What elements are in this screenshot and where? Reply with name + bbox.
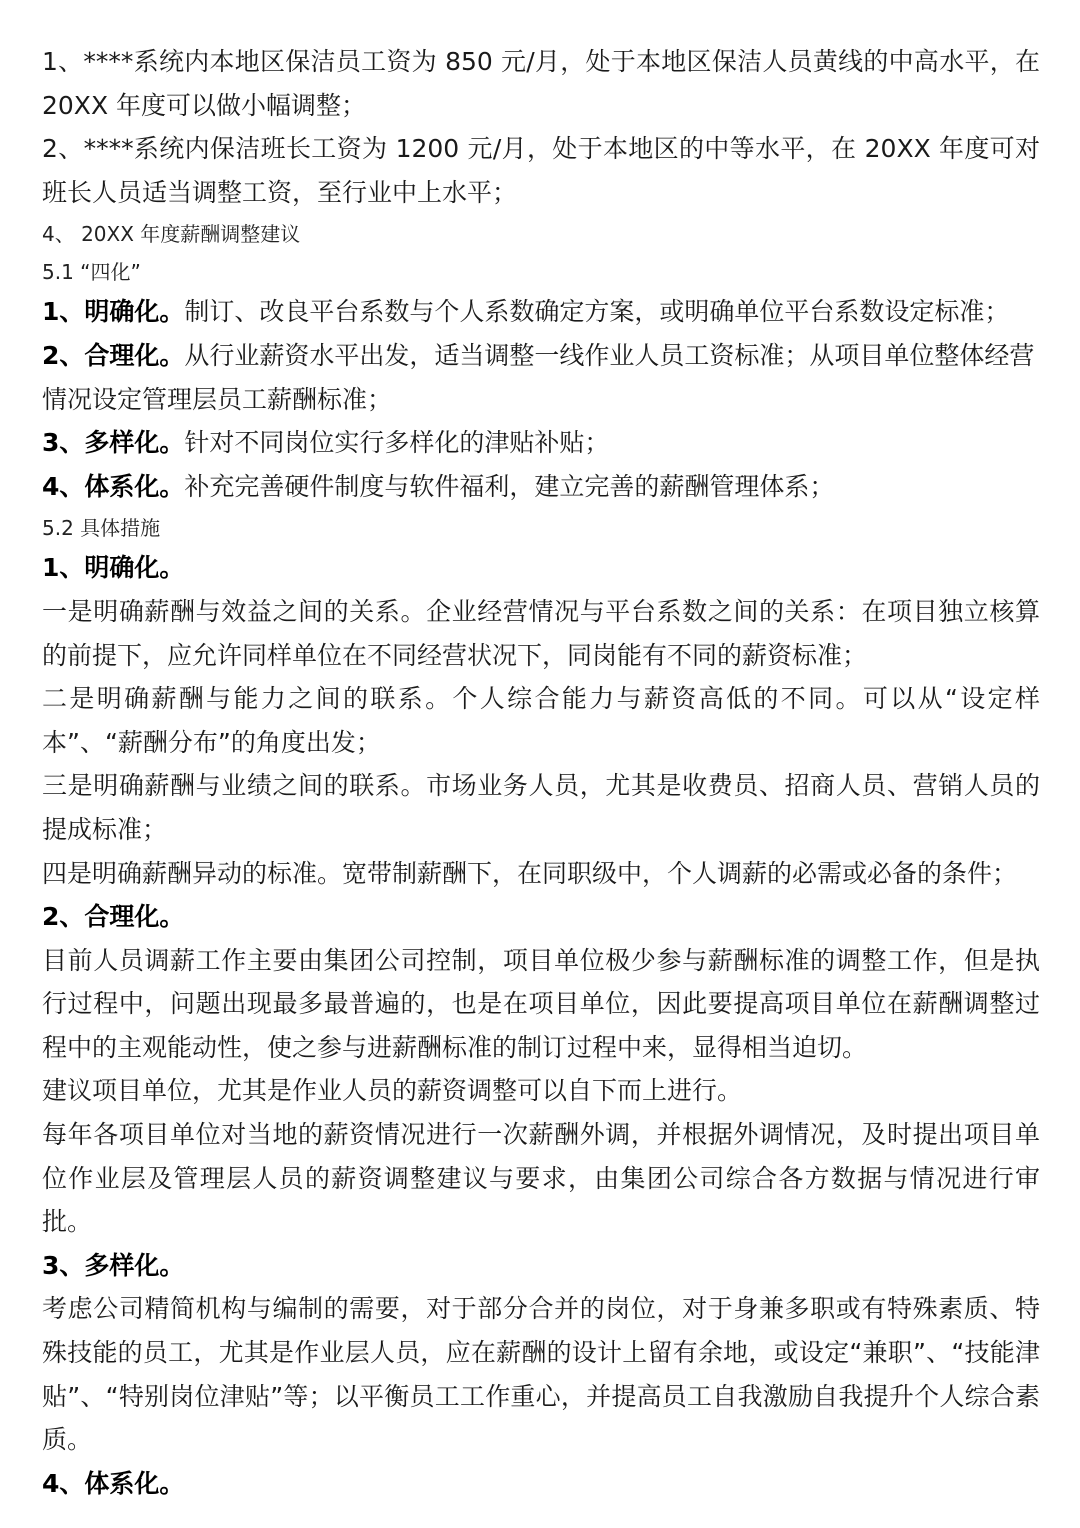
four-item-2-bold: 2、合理化。 (42, 340, 185, 370)
measure-heading-4: 4、体系化。 (42, 1468, 185, 1498)
measure-1-paragraph-1: 一是明确薪酬与效益之间的关系。企业经营情况与平台系数之间的关系：在项目独立核算的前提下，应允许同样单位在不同经营状况下，同岗能有不同的薪资标准； (42, 596, 1040, 670)
four-item-3-bold: 3、多样化。 (42, 428, 185, 458)
section-5-1-title: 5.1 “四化” (42, 260, 141, 285)
four-item-4-bold: 4、体系化。 (42, 471, 185, 501)
four-item-1 (42, 290, 1040, 334)
measure-2-paragraph-1: 目前人员调薪工作主要由集团公司控制，项目单位极少参与薪酬标准的调整工作，但是执行过程中，问题出现最多最普遍的，也是在项目单位，因此要提高项目单位在薪酬调整过程中的主观能动性，使之参与进薪酬标准的制订过程中来，显得相当迫切。 (42, 945, 1040, 1062)
measure-3-paragraph-1: 考虑公司精简机构与编制的需要，对于部分合并的岗位，对于身兼多职或有特殊素质、特殊技能的员工，尤其是作业层人员，应在薪酬的设计上留有余地，或设定“兼职”、“技能津贴”、“特别岗位津贴”等；以平衡员工工作重心，并提高员工自我激励自我提升个人综合素质。 (42, 1294, 1040, 1455)
four-item-3 (42, 421, 1040, 465)
section-4-title: 4、 20XX 年度薪酬调整建议 (42, 222, 301, 247)
four-item-1-text: 制订、改良平台系数与个人系数确定方案，或明确单位平台系数设定标准； (184, 297, 1010, 327)
measure-2-paragraph-2: 建议项目单位，尤其是作业人员的薪资调整可以自下而上进行。 (42, 1076, 743, 1106)
measure-heading-1: 1、明确化。 (42, 553, 185, 583)
section-5-2-title: 5.2 具体措施 (42, 516, 161, 541)
four-item-4 (42, 465, 1040, 509)
measure-heading-2: 2、合理化。 (42, 902, 185, 932)
four-item-1-bold: 1、明确化。 (42, 297, 185, 327)
measure-1-paragraph-4: 四是明确薪酬异动的标准。宽带制薪酬下，在同职级中，个人调薪的必需或必备的条件； (42, 858, 1018, 888)
measure-heading-3: 3、多样化。 (42, 1250, 185, 1280)
measure-1-paragraph-2: 二是明确薪酬与能力之间的联系。个人综合能力与薪资高低的不同。可以从“设定样本”、“薪酬分布”的角度出发； (42, 684, 1040, 757)
intro-paragraph-2: 2、****系统内保洁班长工资为 1200 元/月，处于本地区的中等水平，在 20XX 年度可对班长人员适当调整工资，至行业中上水平； (42, 134, 1040, 207)
four-item-4-text: 补充完善硬件制度与软件福利，建立完善的薪酬管理体系； (184, 471, 835, 501)
intro-paragraph-1: 1、****系统内本地区保洁员工资为 850 元/月，处于本地区保洁人员黄线的中高水平，在 20XX 年度可以做小幅调整； (42, 47, 1040, 120)
measure-1-paragraph-3: 三是明确薪酬与业绩之间的联系。市场业务人员，尤其是收费员、招商人员、营销人员的提成标准； (42, 771, 1040, 844)
measure-2-paragraph-3: 每年各项目单位对当地的薪资情况进行一次薪酬外调，并根据外调情况，及时提出项目单位作业层及管理层人员的薪资调整建议与要求，由集团公司综合各方数据与情况进行审批。 (42, 1120, 1040, 1237)
four-item-2 (42, 334, 1040, 421)
four-item-2-text: 从行业薪资水平出发，适当调整一线作业人员工资标准；从项目单位整体经营情况设定管理层员工薪酬标准； (42, 340, 1035, 414)
four-item-3-text: 针对不同岗位实行多样化的津贴补贴； (184, 428, 610, 458)
